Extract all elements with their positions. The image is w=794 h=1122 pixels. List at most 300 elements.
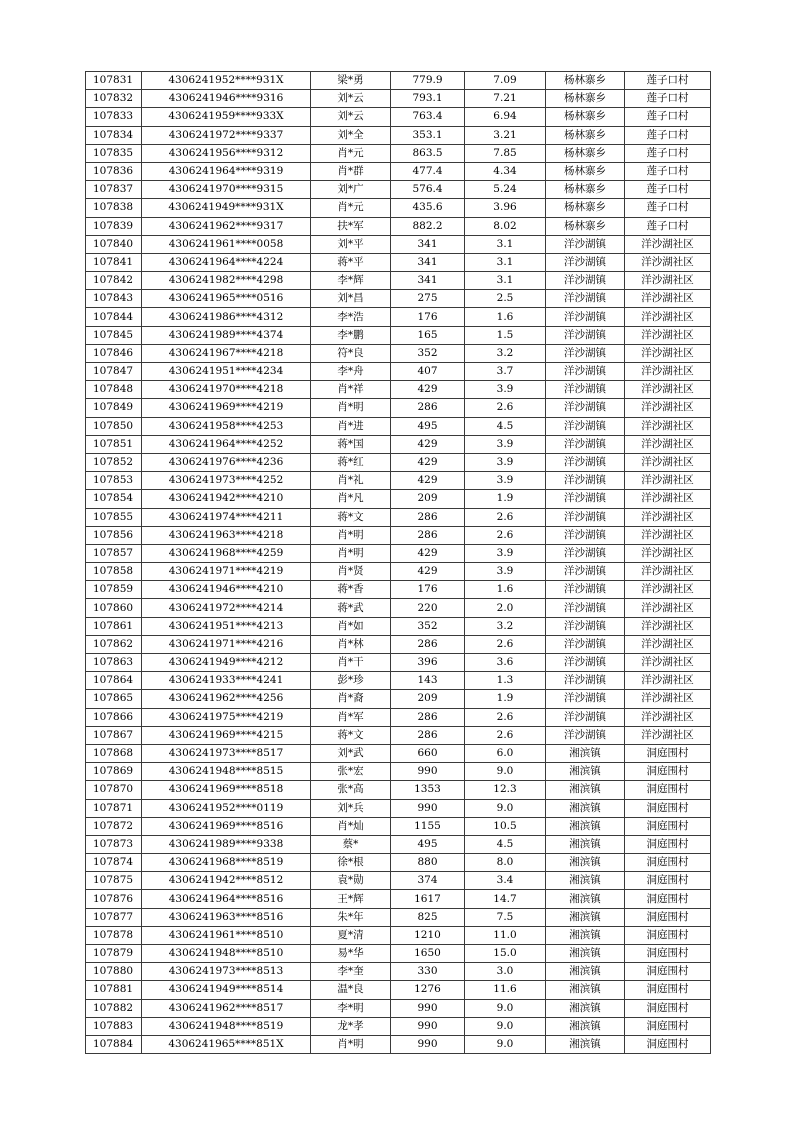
cell-amount: 880 xyxy=(391,854,465,872)
cell-rate: 12.3 xyxy=(465,781,546,799)
cell-id-number: 4306241964****4224 xyxy=(142,253,311,271)
cell-seq: 107884 xyxy=(86,1035,142,1053)
cell-name: 蒋*国 xyxy=(311,435,391,453)
cell-rate: 3.4 xyxy=(465,872,546,890)
cell-amount: 477.4 xyxy=(391,162,465,180)
cell-village: 莲子口村 xyxy=(625,126,711,144)
cell-rate: 9.0 xyxy=(465,1017,546,1035)
cell-id-number: 4306241965****851X xyxy=(142,1035,311,1053)
cell-town: 洋沙湖镇 xyxy=(546,599,625,617)
cell-village: 洞庭围村 xyxy=(625,817,711,835)
cell-seq: 107869 xyxy=(86,763,142,781)
cell-id-number: 4306241961****0058 xyxy=(142,235,311,253)
cell-village: 洞庭围村 xyxy=(625,963,711,981)
cell-seq: 107874 xyxy=(86,854,142,872)
table-row xyxy=(86,945,711,963)
cell-name: 李*奎 xyxy=(311,963,391,981)
cell-town: 湘滨镇 xyxy=(546,781,625,799)
cell-town: 湘滨镇 xyxy=(546,835,625,853)
cell-rate: 4.34 xyxy=(465,162,546,180)
cell-name: 王*辉 xyxy=(311,890,391,908)
cell-seq: 107877 xyxy=(86,908,142,926)
cell-id-number: 4306241975****4219 xyxy=(142,708,311,726)
cell-amount: 352 xyxy=(391,617,465,635)
table-row xyxy=(86,563,711,581)
cell-town: 湘滨镇 xyxy=(546,890,625,908)
cell-id-number: 4306241963****8516 xyxy=(142,908,311,926)
cell-name: 刘*云 xyxy=(311,108,391,126)
cell-name: 肖*元 xyxy=(311,199,391,217)
cell-town: 洋沙湖镇 xyxy=(546,726,625,744)
cell-town: 湘滨镇 xyxy=(546,763,625,781)
cell-name: 肖*明 xyxy=(311,544,391,562)
cell-amount: 286 xyxy=(391,526,465,544)
cell-rate: 9.0 xyxy=(465,999,546,1017)
cell-village: 洋沙湖社区 xyxy=(625,690,711,708)
cell-town: 杨林寨乡 xyxy=(546,181,625,199)
cell-amount: 275 xyxy=(391,290,465,308)
cell-seq: 107843 xyxy=(86,290,142,308)
cell-seq: 107835 xyxy=(86,144,142,162)
cell-id-number: 4306241963****4218 xyxy=(142,526,311,544)
cell-name: 肖*凡 xyxy=(311,490,391,508)
cell-amount: 1155 xyxy=(391,817,465,835)
cell-town: 湘滨镇 xyxy=(546,854,625,872)
cell-name: 张*宏 xyxy=(311,763,391,781)
cell-rate: 2.6 xyxy=(465,708,546,726)
cell-town: 杨林寨乡 xyxy=(546,72,625,90)
cell-name: 张*高 xyxy=(311,781,391,799)
cell-town: 湘滨镇 xyxy=(546,1035,625,1053)
cell-seq: 107850 xyxy=(86,417,142,435)
table-row xyxy=(86,235,711,253)
table-row xyxy=(86,999,711,1017)
cell-name: 刘*平 xyxy=(311,235,391,253)
cell-id-number: 4306241949****8514 xyxy=(142,981,311,999)
cell-name: 肖*群 xyxy=(311,162,391,180)
cell-seq: 107859 xyxy=(86,581,142,599)
cell-amount: 990 xyxy=(391,799,465,817)
cell-seq: 107879 xyxy=(86,945,142,963)
cell-name: 蒋*平 xyxy=(311,253,391,271)
cell-id-number: 4306241952****0119 xyxy=(142,799,311,817)
cell-village: 洋沙湖社区 xyxy=(625,435,711,453)
cell-village: 洞庭围村 xyxy=(625,926,711,944)
table-row xyxy=(86,817,711,835)
cell-seq: 107853 xyxy=(86,472,142,490)
cell-seq: 107852 xyxy=(86,453,142,471)
cell-name: 肖*灿 xyxy=(311,817,391,835)
cell-name: 肖*明 xyxy=(311,526,391,544)
cell-town: 杨林寨乡 xyxy=(546,199,625,217)
cell-seq: 107878 xyxy=(86,926,142,944)
cell-seq: 107847 xyxy=(86,363,142,381)
cell-seq: 107831 xyxy=(86,72,142,90)
cell-village: 洋沙湖社区 xyxy=(625,726,711,744)
cell-rate: 14.7 xyxy=(465,890,546,908)
cell-village: 莲子口村 xyxy=(625,144,711,162)
cell-id-number: 4306241976****4236 xyxy=(142,453,311,471)
cell-village: 洋沙湖社区 xyxy=(625,253,711,271)
cell-id-number: 4306241971****4219 xyxy=(142,563,311,581)
cell-town: 杨林寨乡 xyxy=(546,217,625,235)
cell-name: 彭*珍 xyxy=(311,672,391,690)
cell-amount: 429 xyxy=(391,472,465,490)
cell-town: 洋沙湖镇 xyxy=(546,635,625,653)
cell-name: 肖*军 xyxy=(311,708,391,726)
table-row xyxy=(86,272,711,290)
cell-name: 易*华 xyxy=(311,945,391,963)
cell-village: 洋沙湖社区 xyxy=(625,672,711,690)
cell-id-number: 4306241962****8517 xyxy=(142,999,311,1017)
cell-amount: 793.1 xyxy=(391,90,465,108)
cell-rate: 3.9 xyxy=(465,563,546,581)
cell-seq: 107834 xyxy=(86,126,142,144)
cell-town: 湘滨镇 xyxy=(546,981,625,999)
cell-town: 湘滨镇 xyxy=(546,999,625,1017)
cell-town: 洋沙湖镇 xyxy=(546,381,625,399)
cell-rate: 6.0 xyxy=(465,744,546,762)
cell-rate: 7.85 xyxy=(465,144,546,162)
cell-amount: 330 xyxy=(391,963,465,981)
table-row xyxy=(86,417,711,435)
table-row xyxy=(86,599,711,617)
cell-village: 洞庭围村 xyxy=(625,999,711,1017)
cell-town: 洋沙湖镇 xyxy=(546,235,625,253)
cell-amount: 429 xyxy=(391,544,465,562)
cell-amount: 429 xyxy=(391,381,465,399)
cell-seq: 107863 xyxy=(86,654,142,672)
cell-name: 袁*勋 xyxy=(311,872,391,890)
cell-amount: 779.9 xyxy=(391,72,465,90)
cell-id-number: 4306241970****4218 xyxy=(142,381,311,399)
cell-amount: 576.4 xyxy=(391,181,465,199)
cell-id-number: 4306241946****9316 xyxy=(142,90,311,108)
cell-amount: 495 xyxy=(391,835,465,853)
cell-village: 洋沙湖社区 xyxy=(625,490,711,508)
cell-seq: 107868 xyxy=(86,744,142,762)
cell-amount: 165 xyxy=(391,326,465,344)
cell-id-number: 4306241962****4256 xyxy=(142,690,311,708)
cell-rate: 15.0 xyxy=(465,945,546,963)
cell-village: 洋沙湖社区 xyxy=(625,508,711,526)
cell-name: 朱*年 xyxy=(311,908,391,926)
cell-name: 温*良 xyxy=(311,981,391,999)
cell-village: 洋沙湖社区 xyxy=(625,654,711,672)
cell-village: 洞庭围村 xyxy=(625,890,711,908)
cell-name: 肖*明 xyxy=(311,399,391,417)
cell-amount: 882.2 xyxy=(391,217,465,235)
table-row xyxy=(86,981,711,999)
table-row xyxy=(86,744,711,762)
cell-rate: 2.6 xyxy=(465,508,546,526)
cell-seq: 107867 xyxy=(86,726,142,744)
table-row xyxy=(86,726,711,744)
cell-village: 洞庭围村 xyxy=(625,1017,711,1035)
cell-amount: 863.5 xyxy=(391,144,465,162)
cell-rate: 9.0 xyxy=(465,763,546,781)
cell-village: 莲子口村 xyxy=(625,199,711,217)
cell-name: 徐*根 xyxy=(311,854,391,872)
cell-amount: 990 xyxy=(391,1035,465,1053)
cell-seq: 107870 xyxy=(86,781,142,799)
cell-name: 梁*勇 xyxy=(311,72,391,90)
cell-name: 刘*全 xyxy=(311,126,391,144)
cell-village: 洋沙湖社区 xyxy=(625,526,711,544)
cell-town: 洋沙湖镇 xyxy=(546,708,625,726)
cell-rate: 4.5 xyxy=(465,417,546,435)
cell-id-number: 4306241965****0516 xyxy=(142,290,311,308)
cell-name: 肖*元 xyxy=(311,144,391,162)
cell-rate: 3.2 xyxy=(465,344,546,362)
table-row xyxy=(86,126,711,144)
cell-seq: 107838 xyxy=(86,199,142,217)
cell-village: 洞庭围村 xyxy=(625,981,711,999)
cell-amount: 429 xyxy=(391,563,465,581)
cell-village: 洋沙湖社区 xyxy=(625,581,711,599)
cell-name: 肖*祥 xyxy=(311,381,391,399)
cell-village: 洋沙湖社区 xyxy=(625,617,711,635)
cell-rate: 3.9 xyxy=(465,435,546,453)
cell-name: 夏*清 xyxy=(311,926,391,944)
cell-name: 刘*云 xyxy=(311,90,391,108)
cell-town: 杨林寨乡 xyxy=(546,126,625,144)
cell-id-number: 4306241972****9337 xyxy=(142,126,311,144)
table-row xyxy=(86,872,711,890)
cell-rate: 11.0 xyxy=(465,926,546,944)
cell-seq: 107881 xyxy=(86,981,142,999)
cell-rate: 3.96 xyxy=(465,199,546,217)
cell-amount: 286 xyxy=(391,635,465,653)
cell-seq: 107851 xyxy=(86,435,142,453)
table-row xyxy=(86,1017,711,1035)
cell-village: 洋沙湖社区 xyxy=(625,472,711,490)
cell-amount: 1210 xyxy=(391,926,465,944)
table-row xyxy=(86,781,711,799)
cell-town: 洋沙湖镇 xyxy=(546,526,625,544)
cell-rate: 1.9 xyxy=(465,690,546,708)
cell-rate: 3.1 xyxy=(465,253,546,271)
cell-village: 洞庭围村 xyxy=(625,835,711,853)
cell-village: 莲子口村 xyxy=(625,181,711,199)
cell-village: 洞庭围村 xyxy=(625,763,711,781)
cell-village: 洞庭围村 xyxy=(625,945,711,963)
cell-rate: 10.5 xyxy=(465,817,546,835)
cell-amount: 407 xyxy=(391,363,465,381)
records-table xyxy=(85,71,711,1054)
cell-village: 洋沙湖社区 xyxy=(625,235,711,253)
cell-seq: 107875 xyxy=(86,872,142,890)
cell-seq: 107862 xyxy=(86,635,142,653)
table-row xyxy=(86,526,711,544)
cell-rate: 3.21 xyxy=(465,126,546,144)
table-row xyxy=(86,199,711,217)
cell-id-number: 4306241958****4253 xyxy=(142,417,311,435)
cell-rate: 9.0 xyxy=(465,1035,546,1053)
cell-id-number: 4306241989****9338 xyxy=(142,835,311,853)
cell-village: 莲子口村 xyxy=(625,72,711,90)
table-row xyxy=(86,635,711,653)
cell-rate: 3.9 xyxy=(465,544,546,562)
cell-rate: 1.5 xyxy=(465,326,546,344)
cell-name: 刘*昌 xyxy=(311,290,391,308)
cell-seq: 107846 xyxy=(86,344,142,362)
table-row xyxy=(86,290,711,308)
cell-town: 湘滨镇 xyxy=(546,744,625,762)
cell-rate: 7.09 xyxy=(465,72,546,90)
cell-village: 洋沙湖社区 xyxy=(625,272,711,290)
table-row xyxy=(86,326,711,344)
cell-amount: 1276 xyxy=(391,981,465,999)
cell-amount: 990 xyxy=(391,999,465,1017)
cell-id-number: 4306241956****9312 xyxy=(142,144,311,162)
cell-village: 洋沙湖社区 xyxy=(625,290,711,308)
cell-seq: 107872 xyxy=(86,817,142,835)
table-row xyxy=(86,581,711,599)
table-row xyxy=(86,453,711,471)
cell-name: 蒋*武 xyxy=(311,599,391,617)
table-row xyxy=(86,90,711,108)
cell-town: 洋沙湖镇 xyxy=(546,417,625,435)
cell-id-number: 4306241969****8516 xyxy=(142,817,311,835)
cell-name: 李*鹏 xyxy=(311,326,391,344)
cell-rate: 11.6 xyxy=(465,981,546,999)
cell-seq: 107857 xyxy=(86,544,142,562)
cell-name: 蒋*文 xyxy=(311,726,391,744)
cell-seq: 107876 xyxy=(86,890,142,908)
cell-town: 洋沙湖镇 xyxy=(546,435,625,453)
cell-id-number: 4306241968****8519 xyxy=(142,854,311,872)
cell-town: 湘滨镇 xyxy=(546,926,625,944)
cell-village: 洞庭围村 xyxy=(625,854,711,872)
cell-seq: 107841 xyxy=(86,253,142,271)
cell-village: 洞庭围村 xyxy=(625,744,711,762)
cell-id-number: 4306241970****9315 xyxy=(142,181,311,199)
cell-id-number: 4306241964****9319 xyxy=(142,162,311,180)
table-row xyxy=(86,181,711,199)
cell-amount: 176 xyxy=(391,581,465,599)
cell-rate: 3.7 xyxy=(465,363,546,381)
table-row xyxy=(86,926,711,944)
cell-id-number: 4306241948****8515 xyxy=(142,763,311,781)
cell-amount: 990 xyxy=(391,763,465,781)
cell-id-number: 4306241951****4234 xyxy=(142,363,311,381)
cell-seq: 107832 xyxy=(86,90,142,108)
cell-town: 洋沙湖镇 xyxy=(546,508,625,526)
table-row xyxy=(86,217,711,235)
cell-town: 洋沙湖镇 xyxy=(546,308,625,326)
cell-id-number: 4306241962****9317 xyxy=(142,217,311,235)
cell-seq: 107854 xyxy=(86,490,142,508)
table-row xyxy=(86,72,711,90)
cell-seq: 107856 xyxy=(86,526,142,544)
cell-amount: 660 xyxy=(391,744,465,762)
cell-town: 洋沙湖镇 xyxy=(546,581,625,599)
cell-rate: 3.1 xyxy=(465,272,546,290)
cell-rate: 3.6 xyxy=(465,654,546,672)
cell-id-number: 4306241964****4252 xyxy=(142,435,311,453)
cell-name: 肖*干 xyxy=(311,654,391,672)
cell-seq: 107848 xyxy=(86,381,142,399)
table-row xyxy=(86,381,711,399)
cell-town: 洋沙湖镇 xyxy=(546,290,625,308)
cell-rate: 6.94 xyxy=(465,108,546,126)
cell-amount: 341 xyxy=(391,253,465,271)
cell-rate: 1.9 xyxy=(465,490,546,508)
cell-id-number: 4306241942****4210 xyxy=(142,490,311,508)
table-row xyxy=(86,363,711,381)
cell-rate: 7.5 xyxy=(465,908,546,926)
cell-seq: 107842 xyxy=(86,272,142,290)
table-row xyxy=(86,308,711,326)
cell-amount: 341 xyxy=(391,272,465,290)
cell-town: 杨林寨乡 xyxy=(546,108,625,126)
cell-village: 洋沙湖社区 xyxy=(625,399,711,417)
cell-name: 肖*贤 xyxy=(311,563,391,581)
cell-village: 洋沙湖社区 xyxy=(625,326,711,344)
cell-town: 洋沙湖镇 xyxy=(546,472,625,490)
cell-village: 洋沙湖社区 xyxy=(625,381,711,399)
cell-rate: 3.9 xyxy=(465,381,546,399)
cell-town: 洋沙湖镇 xyxy=(546,490,625,508)
cell-town: 洋沙湖镇 xyxy=(546,544,625,562)
records-table-body xyxy=(86,72,711,1054)
cell-seq: 107866 xyxy=(86,708,142,726)
cell-id-number: 4306241971****4216 xyxy=(142,635,311,653)
cell-village: 洋沙湖社区 xyxy=(625,599,711,617)
cell-village: 莲子口村 xyxy=(625,108,711,126)
cell-village: 洋沙湖社区 xyxy=(625,453,711,471)
cell-id-number: 4306241961****8510 xyxy=(142,926,311,944)
cell-id-number: 4306241968****4259 xyxy=(142,544,311,562)
table-row xyxy=(86,763,711,781)
cell-amount: 286 xyxy=(391,708,465,726)
cell-amount: 143 xyxy=(391,672,465,690)
cell-village: 洞庭围村 xyxy=(625,799,711,817)
cell-amount: 220 xyxy=(391,599,465,617)
cell-rate: 7.21 xyxy=(465,90,546,108)
cell-amount: 825 xyxy=(391,908,465,926)
cell-seq: 107833 xyxy=(86,108,142,126)
cell-amount: 209 xyxy=(391,490,465,508)
cell-town: 洋沙湖镇 xyxy=(546,399,625,417)
cell-name: 李*明 xyxy=(311,999,391,1017)
table-row xyxy=(86,544,711,562)
cell-seq: 107849 xyxy=(86,399,142,417)
cell-id-number: 4306241969****4219 xyxy=(142,399,311,417)
table-row xyxy=(86,963,711,981)
cell-id-number: 4306241982****4298 xyxy=(142,272,311,290)
cell-id-number: 4306241952****931X xyxy=(142,72,311,90)
cell-id-number: 4306241969****8518 xyxy=(142,781,311,799)
cell-name: 蔡* xyxy=(311,835,391,853)
cell-rate: 3.9 xyxy=(465,453,546,471)
cell-name: 符*良 xyxy=(311,344,391,362)
cell-town: 杨林寨乡 xyxy=(546,144,625,162)
table-row xyxy=(86,617,711,635)
table-row xyxy=(86,162,711,180)
cell-rate: 2.6 xyxy=(465,526,546,544)
cell-village: 洋沙湖社区 xyxy=(625,344,711,362)
cell-name: 蒋*文 xyxy=(311,508,391,526)
cell-rate: 3.9 xyxy=(465,472,546,490)
cell-amount: 286 xyxy=(391,508,465,526)
cell-name: 李*浩 xyxy=(311,308,391,326)
cell-village: 洞庭围村 xyxy=(625,1035,711,1053)
table-row xyxy=(86,253,711,271)
cell-seq: 107860 xyxy=(86,599,142,617)
cell-id-number: 4306241949****931X xyxy=(142,199,311,217)
